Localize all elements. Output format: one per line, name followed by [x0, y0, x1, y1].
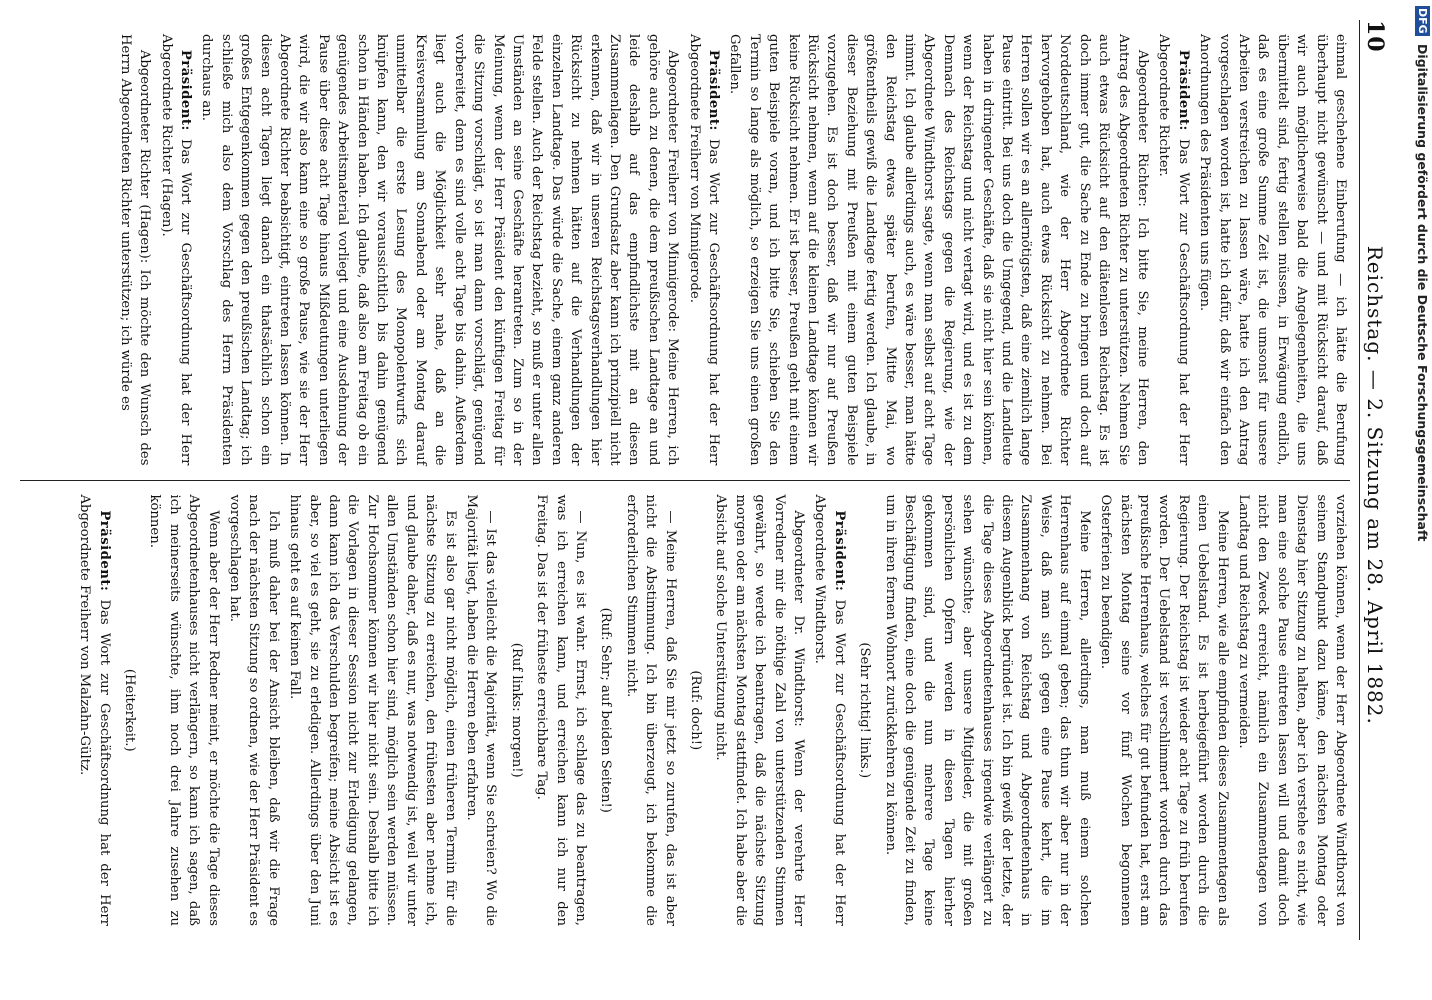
paragraph: [462, 495, 501, 927]
paragraph: [1195, 34, 1350, 466]
paragraph: [855, 495, 874, 927]
paragraph-text: (Sehr richtig! links.): [857, 642, 873, 779]
paragraph: [621, 495, 679, 927]
paragraph: [596, 495, 615, 927]
paragraph-text: Meine Herren, wie alle empfinden dieses Zusammentagen als einen Uebelstand. Es ist herbeigeführt worden durch die Regierung. Der Reichstag ist wieder acht Tage zu früh berufen worden. Der Uebelstand ist verschlimmert worden durch das preußische Herrenhaus, welches für gut befunden hat, erst am nächsten Montag seine vor fünf Wochen begonnenen Osterferien zu beendigen.: [1098, 494, 1230, 926]
paragraph-text: Das Wort zur Geschäftsordnung hat der Herr Abgeordnete Windthorst.: [812, 494, 847, 926]
paragraph: [156, 34, 195, 466]
paragraph-text: (Heiterkeit.): [122, 668, 138, 752]
paragraph-text: Das Wort zur Geschäftsordnung hat der Herr Abgeordnete Richter (Hagen).: [158, 34, 194, 466]
paragraph-text: Das Wort zur Geschäftsordnung hat der Herr Abgeordnete Freiherr von Minnigerode.: [686, 34, 721, 466]
paragraph: [197, 34, 682, 466]
paragraph-text: (Ruf: Sehr; auf beiden Seiten!): [598, 607, 614, 813]
paragraph-text: Ich muß daher bei der Ansicht bleiben, daß wir die Frage nach der nächsten Sitzung so ordnen, wie der Herr Präsident es vorgeschlagen hat.: [227, 494, 281, 926]
paragraph-text: (Ruf links: morgen!): [508, 642, 524, 778]
speaker-label: Präsident:: [706, 49, 721, 131]
dfg-credit-text: Digitalisierung gefördert durch die Deutsche Forschungsgemeinschaft: [1415, 44, 1430, 542]
speaker-label: Präsident:: [1175, 49, 1191, 131]
paragraph-text: Abgeordneter Richter (Hagen): Ich möchte den Wunsch des Herrn Abgeordneten Richter unterstützen; ich würde es: [117, 34, 153, 466]
paragraph-text: einmal geschehene Einberufung — ich hätte die Berufung überhaupt nicht gewünscht — und mit Rücksicht darauf, daß wir auch möglicherweise bald die Angelegenheiten, die uns übermittelt sind, fertig stellen müssen, in Erwägung endlich, daß es eine große Summe Zeit ist, die umsonst für unsere Arbeiten verstreichen zu lassen wäre, hatte ich den Antrag vorgeschlagen worden ist, hatte ich dafür, daß wir einfach den Anordnungen des Präsidenten uns fügen.: [1197, 34, 1348, 466]
paragraph: [532, 495, 590, 927]
paragraph-text: (Ruf: doch!): [688, 670, 703, 751]
paragraph: [1234, 495, 1350, 927]
paragraph: [285, 495, 460, 927]
paragraph-text: Abgeordneter Richter: Ich bitte Sie, meine Herren, den Antrag des Abgeordneten Richter zu unterstützen. Nehmen Sie auch etwas Rücksicht auf den diätenlosen Reichstag. Es ist doch immer gut, die Sache zu Ende zu bringen und doch auf Norddeutschland, wie der Herr Abgeordnete Richter hervorgehoben hat, auch etwas Rücksicht zu nehmen. Bei Herren sollen wir es an allernötigsten, daß eine ziemlich lange Pause eintritt. Bei uns doch die Umgegend, und die Landleute haben in dringender Geschäfte, daß sie nicht hier sein können, wenn der Reichstag und nicht vertagt wird, und es ist zu dem Demnach des Reichstags gegen die Regierung, wie der Abgeordnete Windthorst sagte, wenn man selbst auf acht Tage nimmt. Ich glaube allerdings auch, es wäre besser, man hätte den Reichstag etwas später berufen, Mitte Mai, wo größtentheils gewiß die Landtage fertig werden. Ich glaube, in dieser Beziehung mit Preußen mit einem guten Beispiele vorzugehen. Es ist doch besser, daß wir nur auf Preußen Rücksicht nehmen, wenn auf die kleinen Landtage können wir keine Rücksicht nehmen. Er ist besser, Preußen geht mit einem guten Beispiele voran, und ich bitte Sie, schieben Sie den Termin so lange als möglich, so erzeigen Sie uns einen großen Gefallen.: [727, 34, 1150, 466]
paragraph: [506, 495, 525, 927]
paragraph: [1096, 495, 1232, 927]
paragraph-text: Meine Herren, allerdings, man muß einem solchen Herrenhaus auf einmal geben; das thun wir aber nur in der Weise, daß man sich gegen eine Pause kehrt, die im Zusammenhang von Reichstag und Abgeordnetenhaus in diesem Augenblick begründet ist. Ich bin gewiß der letzte, der die Tage dieses Abgeordnetenhauses irgendwie verlängert zu sehen wünschte; aber unsere Mitglieder, die mit großen persönlichen Opfern werden in diesen Tagen hierher gekommen sind, und die nun mehrere Tage keine Beschäftigung finden, eine doch die genügende Zeit zu finden, um in ihren fernen Wohnort zurückkehren zu können.: [882, 494, 1092, 926]
paragraph: [810, 495, 849, 927]
paragraph-text: — Meine Herren, daß Sie mir jetzt so zurufen, das ist aber nicht die Abstimmung. Ich bin überzeugt, ich bekomme die erforderlichen Stimmen nicht.: [623, 494, 678, 926]
speaker-label: Präsident:: [178, 49, 194, 131]
paragraph-text: — Ist das vielleicht die Majorität, wenn Sie schreien? Wo die Majorität liegt, haben die Herren eben erfahren.: [463, 494, 499, 926]
paragraph: [145, 495, 223, 927]
speaker-label: Präsident:: [831, 510, 847, 592]
paragraph-text: Abgeordneter Freiherr von Minnigerode: Meine Herren, ich gehöre auch zu denen, die dem preußischen Landtage an und leide deshalb auf das empfindlichste mit an diesen Zusammenlagen. Den Grundsatz aber kann ich prinzipiell nicht erkennen, daß wir in unseren Reichstagsverhandlungen hier Rücksicht zu nehmen hätten auf die Verhandlungen der einzelnen Landtage. Das würde die Sache, einem ganz anderen Felde stellen. Auch der Reichstag bezieht, so muß er unter allen Umständen an seine Geschäfte herantreten. Zum so in der Meinung, wenn der Herr Präsident den künftigen Freitag für die Sitzung vorschlägt, so ist man dann vorschlägt, genügend vorbereitet, denn es sind volle acht Tage bis dahin. Außerdem liegt auch die Möglichkeit sehr nahe, daß an die Kreisversammlung am Sonnabend oder am Montag darauf unmittelbar die erste Lesung des Monopolentwurfs sich knüpfen kann, den wir voraussichtlich bis dahin genügend schon in Händen haben. Ich glaube, daß also am Freitag ob ein genügendes Arbeitsmaterial vorliegt und eine Ausdehnung der Pause über diese acht Tage hinaus Mißdeutungen unterliegen wird, die wir also kann eine so große Pause, wie sie der Herr Abgeordnete Richter beabsichtigt, eintreten lassen können. In diesen acht Tagen liegt danach ein thatsächlich schon ein großes Entgegenkommen gegen den preußischen Landtag; ich schließe mich also dem Vorschlag des Herrn Präsidenten durchaus an.: [199, 34, 681, 466]
column-right: [20, 480, 1350, 941]
paragraph: [1154, 34, 1193, 466]
paragraph-text: — Nun, es ist wahr. Ernst, ich schlage das zu beantragen, was ich erreichen kann, und erreichen kann ich nur den Freitag. Das ist der früheste erreichbare Tag.: [534, 494, 588, 926]
paragraph-text: Das Wort zur Geschäftsordnung hat der Herr Abgeordnete Freiherr von Malzahn-Gültz.: [77, 494, 112, 926]
paragraph-text: Wenn aber der Herr Redner meint, er möchte die Tage dieses Abgeordnetenhauses nicht verlängern, so kann ich sagen, daß ich meinerseits wünschte, ihm noch drei Jahre zusehen zu können.: [147, 494, 221, 926]
dfg-watermark: [1406, 6, 1430, 806]
speaker-label: Präsident:: [96, 510, 112, 592]
paragraph: [120, 495, 139, 927]
dfg-logo: DFG: [1416, 8, 1429, 34]
paragraph: [711, 495, 808, 927]
running-title: Reichstag. — 2. Sitzung am 28. April 1882.: [1363, 245, 1387, 725]
paragraph: [225, 495, 283, 927]
running-head: [1359, 20, 1390, 940]
paragraph: [725, 34, 1152, 466]
paragraph-text: Das Wort zur Geschäftsordnung hat der Herr Abgeordnete Richter.: [1156, 34, 1191, 466]
column-left: [20, 20, 1350, 480]
paragraph: [686, 495, 705, 927]
paragraph-text: vorziehen können, wenn der Herr Abgeordnete Windthorst von seinem Standpunkt dazu käme, den nächsten Montag oder Dienstag hier Sitzung zu halten, aber ich verstehe es nicht, wie man eine solche Pause eintreten lassen will und damit doch nicht den Zweck erreicht, nämlich ein Zusammentagen von Landtag und Reichstag zu vermeiden.: [1235, 494, 1348, 926]
paragraph: [115, 34, 154, 466]
paragraph-text: Es ist also gar nicht möglich, einen früheren Termin für die nächste Sitzung zu erreichen, den frühesten aber nehme ich, und glaube daher, daß es nur, was notwendig ist, weil wir unter allen Umständen schon hier sind, möglich sein werden müssen. Zur Hochsommer können wir hier nicht sein. Deshalb bitte ich die Vorlagen in dieser Session nicht zur Erledigung gelangen, dann kann ich das Verschulden begreifen; meine Absicht ist es aber, so viel es geht, sie zu erledigen. Allerdings über den Juni hinaus geht es auf keinen Fall.: [287, 494, 458, 926]
paragraph: [880, 495, 1093, 927]
text-columns: [20, 20, 1350, 940]
paragraph-text: Abgeordneter Dr. Windthorst: Wenn der verehrte Herr Vorredner mir die nöthige Zahl von unterstützenden Stimmen gewährt, so werde ich beantragen, daß die nächste Sitzung morgen oder am nächsten Montag stattfindet. Ich habe aber die Absicht auf solche Unterstützung nicht.: [713, 494, 807, 926]
paragraph: [684, 34, 723, 466]
paragraph: [75, 495, 114, 927]
page-number: 10: [1362, 20, 1388, 53]
